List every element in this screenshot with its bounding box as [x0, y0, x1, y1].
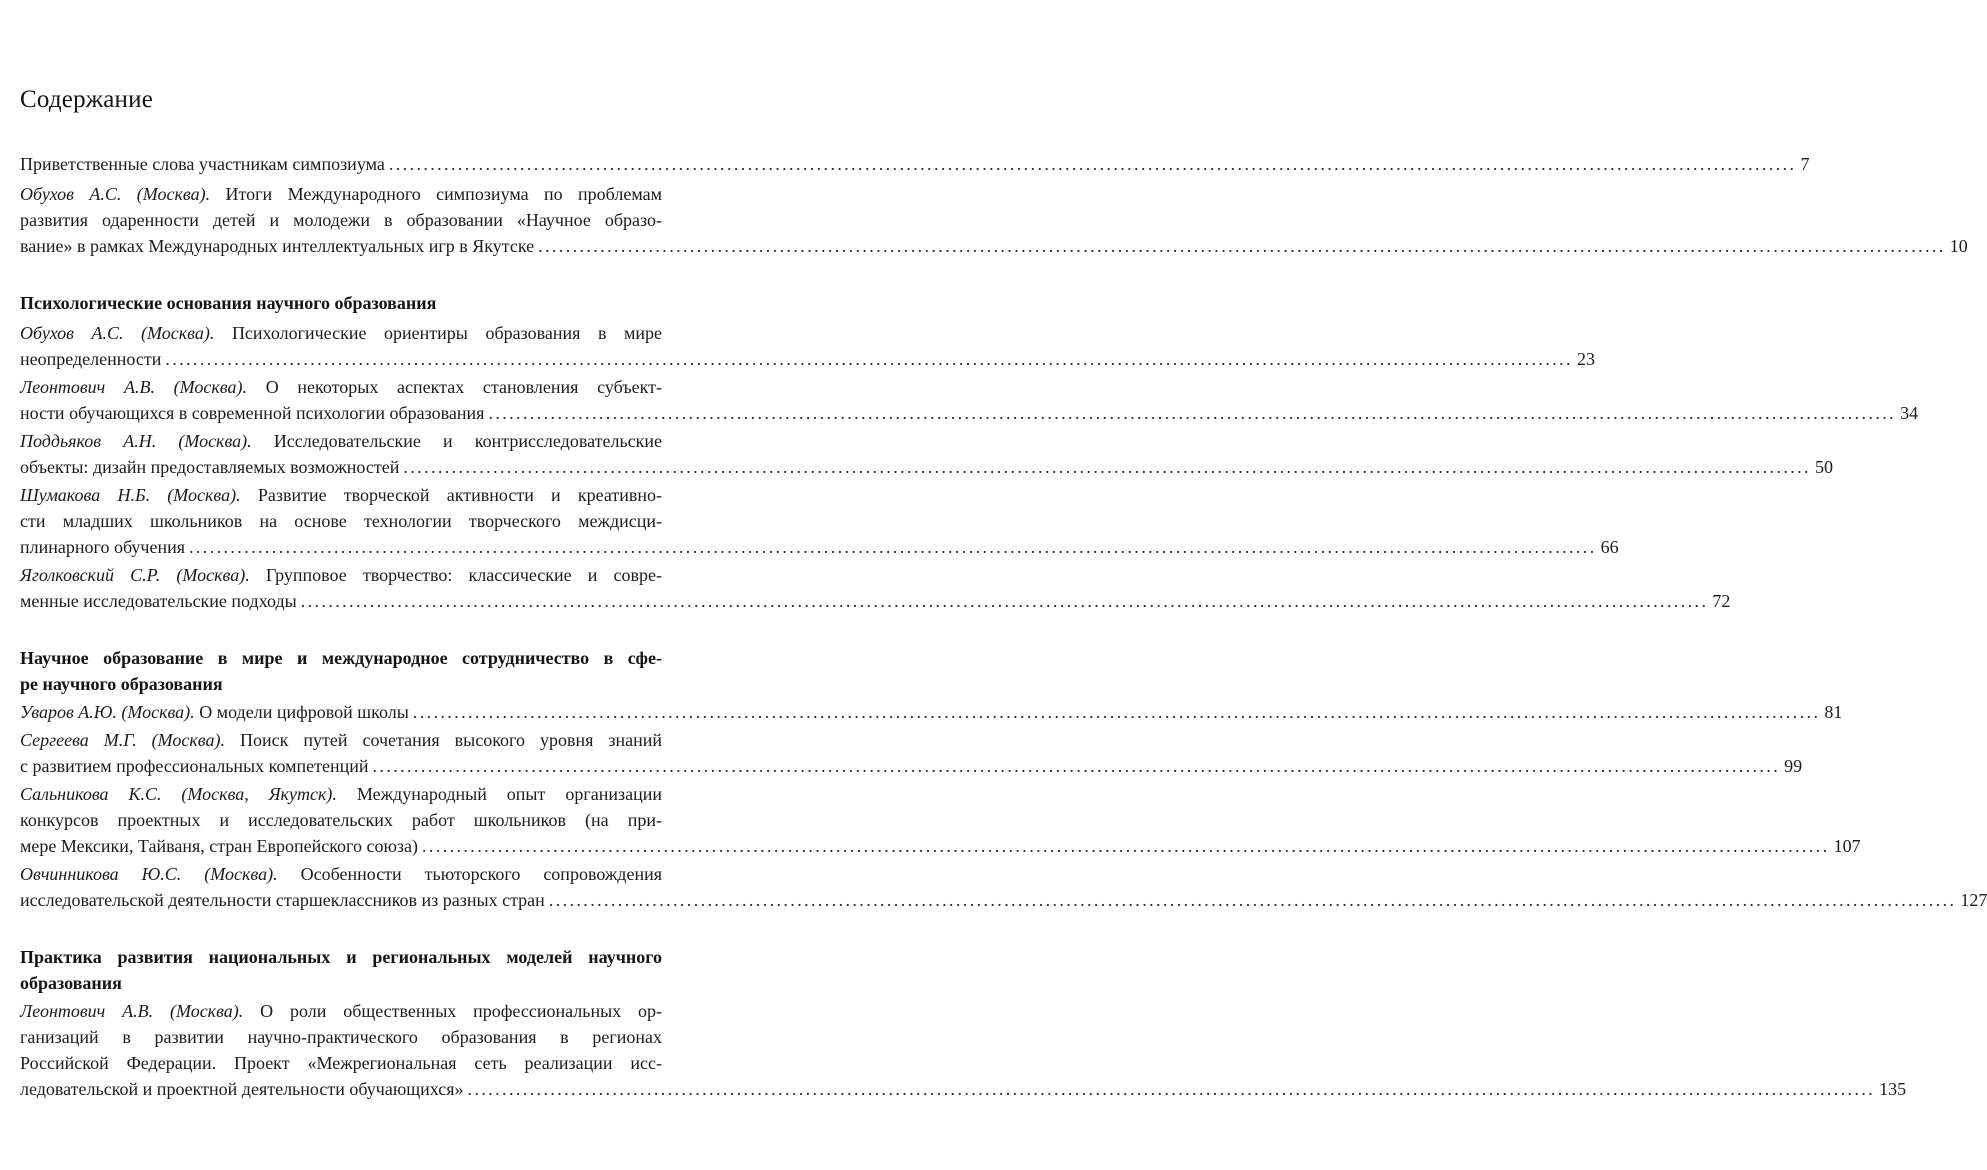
- toc-entry-line: [20, 833, 1861, 859]
- leader-dots: ............................................................................................................................................................................................................: [300, 591, 1709, 611]
- toc-entry-greetings: [20, 151, 1810, 177]
- entry-text: исследовательской деятельности старшеклассников из разных стран: [20, 890, 545, 910]
- page-title: Содержание: [20, 86, 153, 113]
- entry-text: сти младших школьников на основе технологии творческого междисци-: [20, 511, 662, 531]
- leader-dots: ............................................................................................................................................................................................................: [548, 890, 1957, 910]
- toc-entry-line: [20, 562, 662, 588]
- page-number: 81: [1824, 702, 1843, 722]
- leader-dots: ............................................................................................................................................................................................................: [467, 1079, 1876, 1099]
- section-heading: Практика развития национальных и региональных моделей научного: [20, 947, 662, 967]
- entry-author: Леонтович А.В. (Москва).: [20, 377, 247, 397]
- toc-entry-line: [20, 233, 1968, 259]
- section-heading: Научное образование в мире и международное сотрудничество в сфе-: [20, 648, 662, 668]
- toc-entry-line: [20, 508, 662, 534]
- entry-author: Леонтович А.В. (Москва).: [20, 1001, 244, 1021]
- entry-author: Яголковский С.Р. (Москва).: [20, 565, 250, 585]
- entry-text: Итоги Международного симпозиума по проблемам: [225, 184, 663, 204]
- page-number: 107: [1833, 836, 1861, 856]
- entry-text: Особенности тьюторского сопровождения: [300, 864, 663, 884]
- toc-entry-line: [20, 699, 1843, 725]
- page-number: 135: [1879, 1079, 1907, 1099]
- toc-entry-line: [20, 428, 662, 454]
- page-number: 99: [1784, 756, 1803, 776]
- leader-dots: ............................................................................................................................................................................................................: [422, 836, 1830, 856]
- entry-text: Международный опыт организации: [356, 784, 663, 804]
- section-heading: образования: [20, 973, 122, 993]
- entry-text: конкурсов проектных и исследовательских работ школьников (на при-: [20, 810, 662, 830]
- leader-dots: ............................................................................................................................................................................................................: [372, 756, 1781, 776]
- section-heading: ре научного образования: [20, 674, 223, 694]
- toc-entry-line: [20, 374, 662, 400]
- entry-author: Обухов А.С. (Москва).: [20, 184, 211, 204]
- entry-text: ганизаций в развитии научно-практического образования в регионах: [20, 1027, 662, 1047]
- entry-text: плинарного обучения: [20, 537, 185, 557]
- page-number: 72: [1712, 591, 1731, 611]
- page-number: 23: [1576, 349, 1595, 369]
- toc-entry-line: [20, 727, 662, 753]
- entry-text: О некоторых аспектах становления субъект-: [265, 377, 662, 397]
- toc-entry-line: [20, 753, 1803, 779]
- toc-entry-line: [20, 781, 662, 807]
- entry-text: менные исследовательские подходы: [20, 591, 297, 611]
- toc-entry-line: [20, 400, 1919, 426]
- toc-entry-line: [20, 1076, 1907, 1102]
- page-number: 7: [1800, 154, 1810, 174]
- entry-text: ледовательской и проектной деятельности обучающихся»: [20, 1079, 464, 1099]
- entry-text: Групповое творчество: классические и совре-: [265, 565, 663, 585]
- toc-entry-line: [20, 588, 1731, 614]
- entry-text: объекты: дизайн предоставляемых возможностей: [20, 457, 400, 477]
- page-number: 10: [1949, 236, 1968, 256]
- toc-entry-line: [20, 320, 662, 346]
- entry-author: Овчинникова Ю.С. (Москва).: [20, 864, 278, 884]
- entry-text: О роли общественных профессиональных ор-: [260, 1001, 663, 1021]
- entry-text: мере Мексики, Тайваня, стран Европейского союза): [20, 836, 418, 856]
- leader-dots: ............................................................................................................................................................................................................: [189, 537, 1597, 557]
- entry-author: Уваров А.Ю. (Москва).: [20, 702, 195, 722]
- section-heading: Психологические основания научного образования: [20, 293, 437, 313]
- page-number: 34: [1900, 403, 1919, 423]
- toc-entry-line: [20, 807, 662, 833]
- entry-text: неопределенности: [20, 349, 162, 369]
- entry-author: Шумакова Н.Б. (Москва).: [20, 485, 241, 505]
- toc-entry-line: [20, 1050, 662, 1076]
- leader-dots: ............................................................................................................................................................................................................: [403, 457, 1811, 477]
- page-number: 127: [1960, 890, 1987, 910]
- toc-entry-line: [20, 1024, 662, 1050]
- page-number: 66: [1600, 537, 1619, 557]
- page-number: 50: [1814, 457, 1833, 477]
- leader-dots: ............................................................................................................................................................................................................: [165, 349, 1573, 369]
- entry-author: Поддьяков А.Н. (Москва).: [20, 431, 252, 451]
- leader-dots: ............................................................................................................................................................................................................: [412, 702, 1821, 722]
- toc-entry-line: [20, 181, 662, 207]
- leader-dots: ............................................................................................................................................................................................................: [538, 236, 1946, 256]
- entry-text: Поиск путей сочетания высокого уровня знаний: [240, 730, 663, 750]
- toc-entry-line: [20, 346, 1595, 372]
- leader-dots: ............................................................................................................................................................................................................: [488, 403, 1897, 423]
- entry-text: О модели цифровой школы: [199, 702, 409, 722]
- entry-text: вание» в рамках Международных интеллектуальных игр в Якутске: [20, 236, 535, 256]
- entry-text: развития одаренности детей и молодежи в образовании «Научное образо-: [20, 210, 662, 230]
- entry-author: Сергеева М.Г. (Москва).: [20, 730, 225, 750]
- toc-entry-line: [20, 482, 662, 508]
- entry-text: [20, 699, 409, 725]
- entry-author: Обухов А.С. (Москва).: [20, 323, 215, 343]
- entry-text: Исследовательские и контрисследовательские: [273, 431, 663, 451]
- toc-entry-line: [20, 998, 662, 1024]
- entry-text: Психологические ориентиры образования в мире: [231, 323, 663, 343]
- entry-text: с развитием профессиональных компетенций: [20, 756, 369, 776]
- toc-entry-line: [20, 861, 662, 887]
- entry-text: Развитие творческой активности и креативно-: [257, 485, 663, 505]
- toc-entry-line: [20, 207, 662, 233]
- leader-dots: ............................................................................................................................................................................................................: [388, 154, 1797, 174]
- entry-text: ности обучающихся в современной психологии образования: [20, 403, 485, 423]
- toc-entry-line: [20, 454, 1833, 480]
- entry-author: Сальникова К.С. (Москва, Якутск).: [20, 784, 337, 804]
- toc-entry-line: [20, 534, 1619, 560]
- entry-text: Российской Федерации. Проект «Межрегиональная сеть реализации исс-: [20, 1053, 662, 1073]
- toc-entry-line: [20, 887, 1987, 913]
- entry-text: Приветственные слова участникам симпозиума: [20, 154, 385, 174]
